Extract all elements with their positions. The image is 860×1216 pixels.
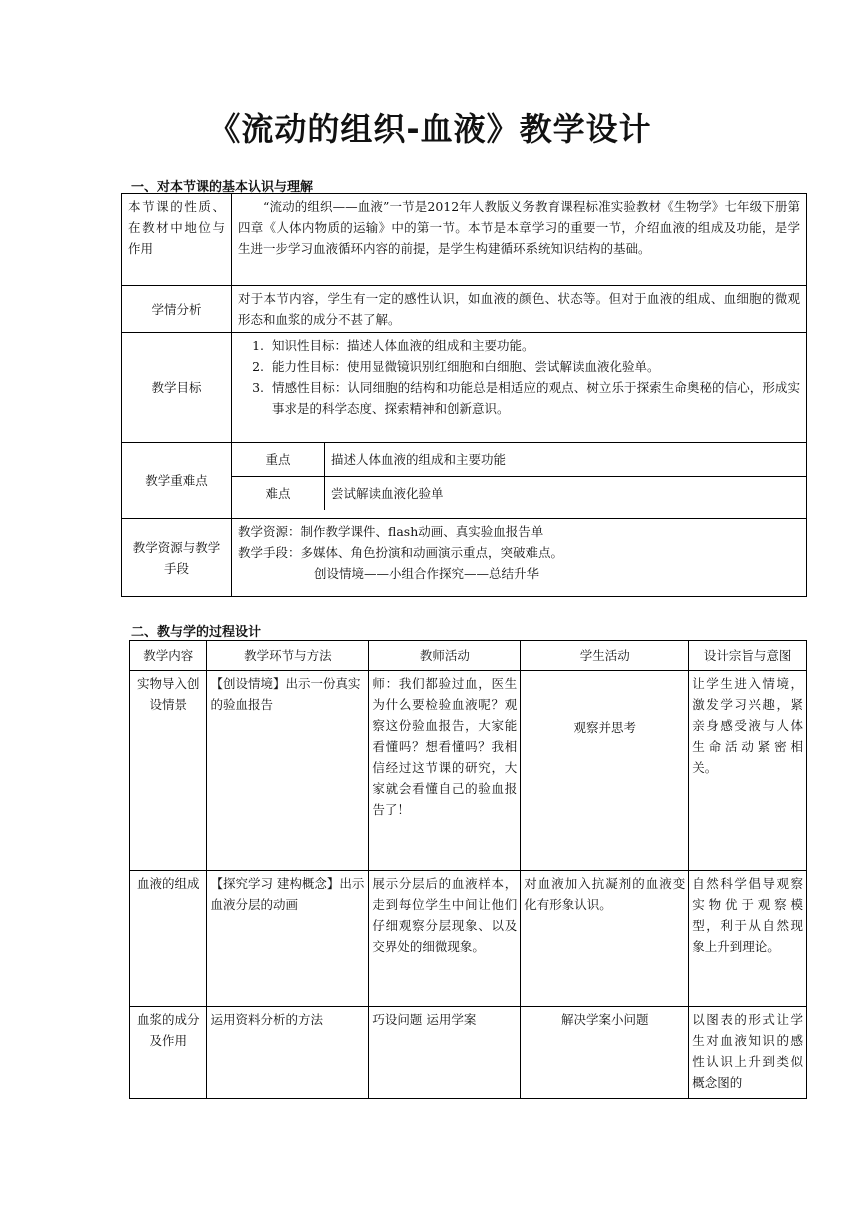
row-label-goals: 教学目标 (122, 333, 232, 443)
difficult-point-label: 难点 (232, 477, 325, 511)
table-row (122, 333, 807, 443)
table-row (130, 1007, 807, 1099)
table-row (130, 671, 807, 871)
basic-info-table (121, 193, 807, 597)
row-label-position: 本节课的性质、在教材中地位与作用 (122, 194, 232, 286)
list-item: 3. 情感性目标：认同细胞的结构和功能总是相适应的观点、树立乐于探索生命奥秘的信心，形成实事求是的科学态度、探索精神和创新意识。 (268, 377, 800, 419)
row-content-keypoints (232, 443, 807, 519)
column-header: 学生活动 (521, 641, 689, 671)
table-row (232, 443, 806, 477)
cell-student: 解决学案小问题 (521, 1007, 689, 1099)
row-label-students: 学情分析 (122, 286, 232, 333)
cell-method: 【探究学习 建构概念】出示血液分层的动画 (207, 871, 369, 1007)
row-content-resources (232, 519, 807, 597)
difficult-point-value: 尝试解读血液化验单 (331, 486, 444, 501)
column-header: 教学环节与方法 (207, 641, 369, 671)
table-row (122, 286, 807, 333)
table-row (122, 519, 807, 597)
row-label-keypoints: 教学重难点 (122, 443, 232, 519)
key-point-value: 描述人体血液的组成和主要功能 (325, 443, 807, 477)
row-content-position: “流动的组织——血液”一节是2012年人教版义务教育课程标准实验教材《生物学》七年级下册第四章《人体内物质的运输》中的第一节。本节是本章学习的重要一节，介绍血液的组成及功能，是学生进一步学习血液循环内容的前提，是学生构建循环系统知识结构的基础。 (232, 194, 807, 286)
cell-purpose: 自然科学倡导观察实物优于观察模型，利于从自然现象上升到理论。 (689, 871, 807, 1007)
table-row (130, 871, 807, 1007)
table-row (122, 194, 807, 286)
resources-line: 教学资源：制作教学课件、flash动画、真实验血报告单 (238, 524, 544, 539)
column-header: 设计宗旨与意图 (689, 641, 807, 671)
row-content-students: 对于本节内容，学生有一定的感性认识，如血液的颜色、状态等。但对于血液的组成、血细胞的微观形态和血浆的成分不甚了解。 (232, 286, 807, 333)
cell-purpose: 让学生进入情境，激发学习兴趣，紧亲身感受液与人体生命活动紧密相关。 (689, 671, 807, 871)
cell-content: 血液的组成 (130, 871, 207, 1007)
cell-content: 实物导入创设情景 (130, 671, 207, 871)
cell-purpose: 以图表的形式让学生对血液知识的感性认识上升到类似概念图的 (689, 1007, 807, 1099)
cell-content: 血浆的成分及作用 (130, 1007, 207, 1099)
column-header: 教学内容 (130, 641, 207, 671)
section-heading-1: 一、对本节课的基本认识与理解 (131, 180, 314, 195)
list-item: 1. 知识性目标：描述人体血液的组成和主要功能。 (268, 335, 800, 356)
table-header-row (130, 641, 807, 671)
list-item: 2. 能力性目标：使用显微镜识别红细胞和白细胞、尝试解读血液化验单。 (268, 356, 800, 377)
goals-list (238, 335, 800, 419)
cell-teacher: 师：我们都验过血，医生为什么要检验血液呢？观察这份验血报告，大家能看懂吗？想看懂吗？我相信经过这节课的研究，大家就会看懂自己的验血报告了！ (369, 671, 521, 871)
table-row (122, 443, 807, 519)
methods-line: 教学手段：多媒体、角色扮演和动画演示重点，突破难点。 (238, 545, 564, 560)
cell-method: 运用资料分析的方法 (207, 1007, 369, 1099)
row-content-goals (232, 333, 807, 443)
keypoints-subtable (232, 443, 806, 510)
page-title: 《流动的组织-血液》教学设计 (208, 110, 652, 148)
cell-method: 【创设情境】出示一份真实的验血报告 (207, 671, 369, 871)
cell-student: 对血液加入抗凝剂的血液变化有形象认识。 (521, 871, 689, 1007)
process-line: 创设情境——小组合作探究——总结升华 (314, 566, 540, 581)
section-heading-2: 二、教与学的过程设计 (131, 625, 262, 640)
column-header: 教师活动 (369, 641, 521, 671)
cell-teacher: 展示分层后的血液样本，走到每位学生中间让他们仔细观察分层现象、以及交界处的细微现象。 (369, 871, 521, 1007)
cell-teacher: 巧设问题 运用学案 (369, 1007, 521, 1099)
cell-student: 观察并思考 (521, 671, 689, 871)
table-row (232, 477, 806, 511)
process-table (129, 640, 807, 1099)
key-point-label: 重点 (232, 443, 325, 477)
row-label-resources: 教学资源与教学手段 (122, 519, 232, 597)
